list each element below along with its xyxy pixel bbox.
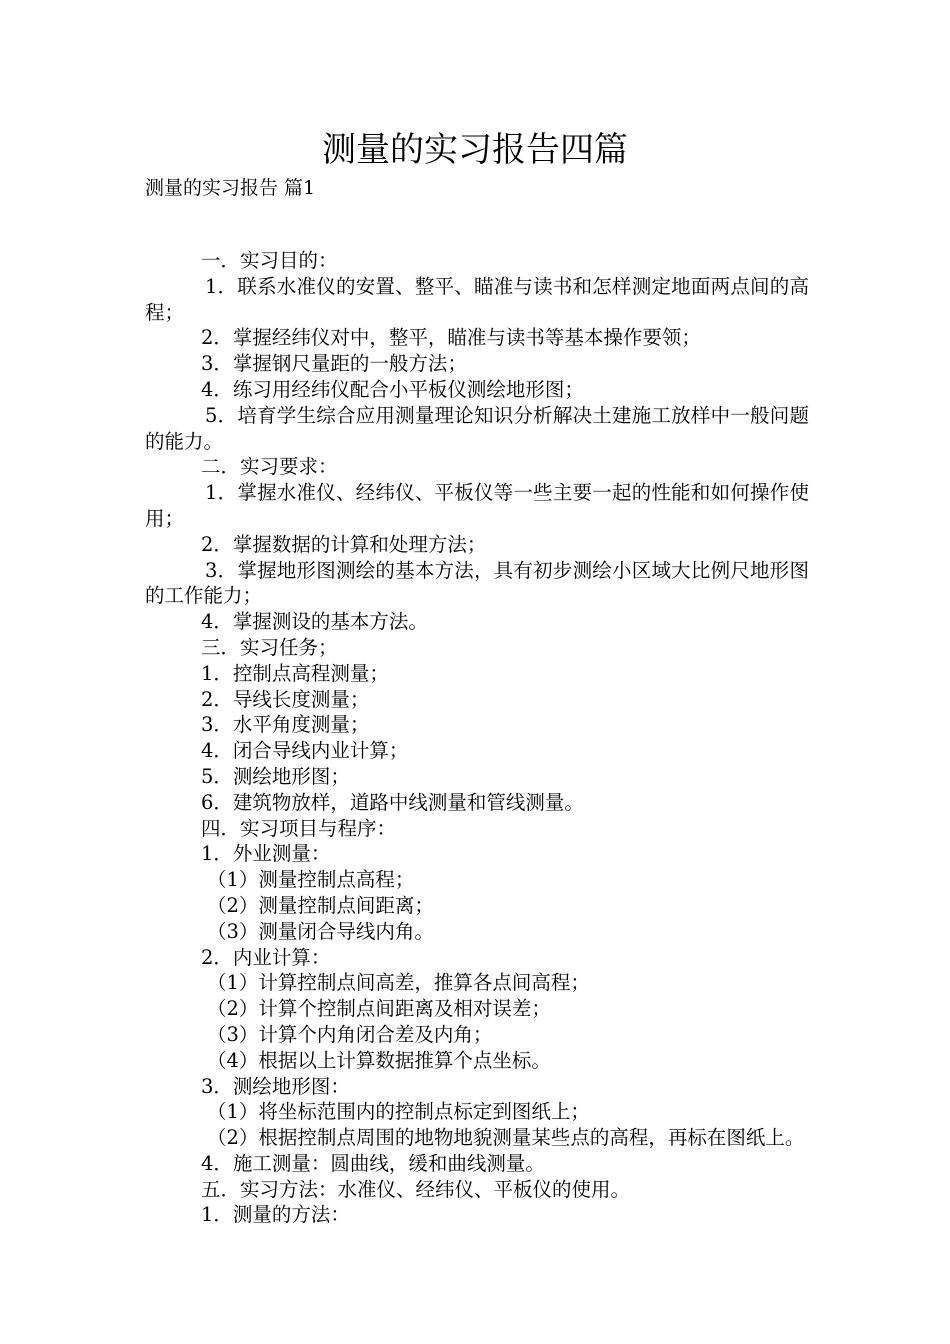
document-body <box>145 248 809 1228</box>
paragraph: 1．掌握水准仪、经纬仪、平板仪等一些主要一起的性能和如何操作使用； <box>145 481 809 530</box>
paragraph: 2．掌握经纬仪对中，整平，瞄准与读书等基本操作要领； <box>201 326 701 350</box>
paragraph: 五．实习方法：水准仪、经纬仪、平板仪的使用。 <box>201 1177 631 1201</box>
paragraph: 3．掌握地形图测绘的基本方法，具有初步测绘小区域大比例尺地形图的工作能力； <box>145 558 809 608</box>
document-title: 测量的实习报告四篇 <box>322 130 628 170</box>
paragraph: （4）根据以上计算数据推算个点坐标。 <box>207 1048 551 1072</box>
paragraph: （1）测量控制点高程； <box>207 868 415 892</box>
paragraph: （1）将坐标范围内的控制点标定到图纸上； <box>207 1100 590 1124</box>
paragraph: 2．掌握数据的计算和处理方法； <box>201 532 487 556</box>
paragraph: （3）测量闭合导线内角。 <box>207 919 434 943</box>
paragraph: 2．导线长度测量； <box>201 687 370 711</box>
paragraph: 2．内业计算： <box>201 945 331 969</box>
paragraph: 4．掌握测设的基本方法。 <box>201 610 428 634</box>
paragraph: 6．建筑物放样，道路中线测量和管线测量。 <box>201 790 584 814</box>
paragraph: 3．水平角度测量； <box>201 713 370 737</box>
paragraph: （1）计算控制点间高差，推算各点间高程； <box>207 971 590 995</box>
paragraph: （2）根据控制点周围的地物地貌测量某些点的高程，再标在图纸上。 <box>207 1126 805 1150</box>
paragraph: 3．测绘地形图： <box>201 1074 350 1098</box>
paragraph: 4．练习用经纬仪配合小平板仪测绘地形图； <box>201 377 584 401</box>
paragraph: 1．测量的方法： <box>201 1203 350 1227</box>
paragraph: 1．控制点高程测量； <box>201 661 389 685</box>
paragraph: （3）计算个内角闭合差及内角； <box>207 1022 493 1046</box>
paragraph: 3．掌握钢尺量距的一般方法； <box>201 352 467 376</box>
paragraph: 5．培育学生综合应用测量理论知识分析解决土建施工放样中一般问题的能力。 <box>145 403 809 453</box>
document-subtitle: 测量的实习报告 篇1 <box>145 177 316 199</box>
paragraph: 1．联系水准仪的安置、整平、瞄准与读书和怎样测定地面两点间的高程； <box>145 274 809 324</box>
paragraph: 四．实习项目与程序： <box>201 816 397 840</box>
paragraph: 1．外业测量： <box>201 842 331 866</box>
paragraph: （2）计算个控制点间距离及相对误差； <box>207 997 551 1021</box>
paragraph: 4．施工测量：圆曲线，缓和曲线测量。 <box>201 1151 545 1175</box>
paragraph: （2）测量控制点间距离； <box>207 893 434 917</box>
paragraph: 一．实习目的： <box>201 249 338 272</box>
paragraph: 三．实习任务； <box>201 635 338 659</box>
paragraph: 二．实习要求： <box>201 455 338 479</box>
paragraph: 4．闭合导线内业计算； <box>201 739 409 763</box>
paragraph: 5．测绘地形图； <box>201 764 350 788</box>
